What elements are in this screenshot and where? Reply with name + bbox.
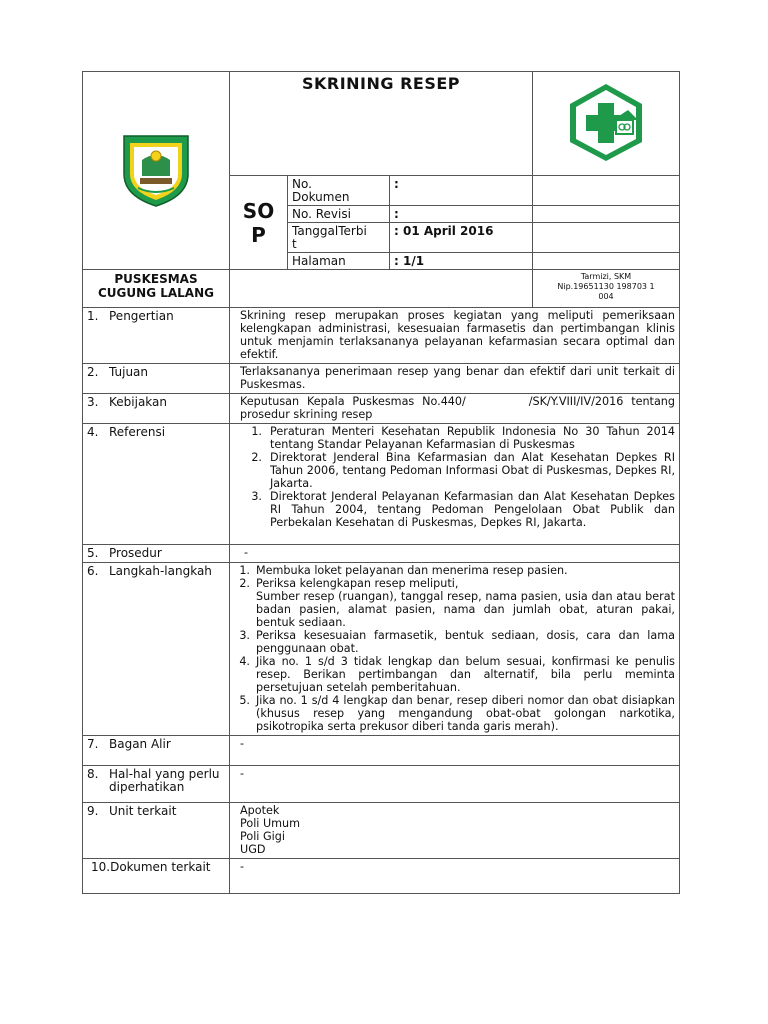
value-tujuan: Terlaksananya penerimaan resep yang benar dan efektif dari unit terkait di Puskesmas.: [230, 364, 680, 394]
meta-blank-cell: [533, 223, 680, 253]
value-bagan: -: [230, 736, 680, 766]
sop-body-table: [82, 307, 680, 894]
list-item-detail: Sumber resep (ruangan), tanggal resep, nama pasien, usia dan atau berat badan pasien, alamat pasien, nama dan jumlah obat, aturan pakai, bentuk sediaan.: [256, 590, 675, 629]
unit-item: UGD: [240, 843, 266, 856]
meta-label-tanggal: TanggalTerbi t: [288, 223, 390, 253]
row-dokumen: [83, 859, 680, 894]
row-hal: [83, 766, 680, 803]
regency-logo-cell: [83, 72, 230, 270]
referensi-list: [240, 425, 675, 529]
row-referensi: [83, 424, 680, 545]
value-langkah: [230, 563, 680, 736]
row-tujuan: [83, 364, 680, 394]
list-item: 4. Jika no. 1 s/d 3 tidak lengkap dan belum sesuai, konfirmasi ke penulis resep. Berikan pertimbangan dan alternatif, bila perlu meminta persetujuan setelah pemberitahuan.: [239, 655, 675, 694]
unit-item: Poli Gigi: [240, 830, 285, 843]
sop-document: [82, 71, 679, 894]
regency-logo: [120, 130, 192, 208]
list-item: 5. Jika no. 1 s/d 4 lengkap dan benar, resep diberi nomor dan obat disiapkan (khusus resep yang mengandung obat-obat golongan narkotika, psikotropika serta prekusor diberi tanda garis merah).: [239, 694, 675, 733]
meta-blank-cell: [533, 253, 680, 270]
meta-value-halaman: : 1/1: [390, 253, 533, 270]
unit-item: Apotek: [240, 804, 280, 817]
value-unit: [230, 803, 680, 859]
row-bagan: [83, 736, 680, 766]
list-item: 3. Periksa kesesuaian farmasetik, bentuk sediaan, dosis, cara dan lama penggunaan obat.: [239, 629, 675, 655]
value-prosedur: -: [230, 545, 680, 563]
puskesmas-logo: [566, 81, 646, 163]
header-blank-cell: [230, 270, 533, 308]
row-kebijakan: [83, 394, 680, 424]
meta-value-tanggal: : 01 April 2016: [390, 223, 533, 253]
signer-nip: Nip.19651130 198703 1 004: [557, 282, 655, 301]
meta-value-dokumen: :: [390, 176, 533, 206]
label-prosedur: 5. Prosedur: [83, 545, 230, 563]
value-hal: -: [230, 766, 680, 803]
list-item: 1. Membuka loket pelayanan dan menerima resep pasien.: [239, 564, 568, 577]
meta-label-halaman: Halaman: [288, 253, 390, 270]
label-hal: 8. Hal-hal yang perlu diperhatikan: [83, 766, 230, 803]
list-item: 3. Direktorat Jenderal Pelayanan Kefarmasian dan Alat Kesehatan Depkes RI Tahun 2004, tentang Pedoman Pengelolaan Obat Publik dan Perbekalan Kesehatan di Puskesmas, Depkes RI, Jakarta.: [251, 490, 675, 529]
meta-value-revisi: :: [390, 206, 533, 223]
puskesmas-logo-cell: [533, 72, 680, 176]
sop-label: SO P: [230, 176, 288, 270]
label-dokumen: 10.Dokumen terkait: [83, 859, 230, 894]
puskesmas-name-line2: CUGUNG LALANG: [98, 286, 214, 300]
label-referensi: 4. Referensi: [83, 424, 230, 545]
meta-label-revisi: No. Revisi: [288, 206, 390, 223]
meta-label-dokumen: No. Dokumen: [288, 176, 390, 206]
row-pengertian: [83, 308, 680, 364]
list-item: 1. Peraturan Menteri Kesehatan Republik Indonesia No 30 Tahun 2014 tentang Standar Pelayanan Kefarmasian di Puskesmas: [251, 425, 675, 451]
value-pengertian: Skrining resep merupakan proses kegiatan yang meliputi pemeriksaan kelengkapan administrasi, kesesuaian farmasetis dan pertimbangan klinis untuk menjamin terlaksananya pelayanan kefarmasian secara optimal dan efektif.: [230, 308, 680, 364]
row-langkah: [83, 563, 680, 736]
unit-item: Poli Umum: [240, 817, 301, 830]
signer-block: [533, 270, 680, 308]
list-item: 2. Periksa kelengkapan resep meliputi, Sumber resep (ruangan), tanggal resep, nama pasien, usia dan atau berat badan pasien, alamat pasien, nama dan jumlah obat, aturan pakai, bentuk sediaan.: [239, 577, 675, 629]
value-dokumen: -: [230, 859, 680, 894]
value-kebijakan: Keputusan Kepala Puskesmas No.440/ /SK/Y.VIII/IV/2016 tentang prosedur skrining resep: [230, 394, 680, 424]
meta-blank-cell: [533, 206, 680, 223]
row-unit: [83, 803, 680, 859]
label-pengertian: 1. Pengertian: [83, 308, 230, 364]
label-tujuan: 2. Tujuan: [83, 364, 230, 394]
list-item: 2. Direktorat Jenderal Bina Kefarmasian dan Alat Kesehatan Depkes RI Tahun 2006, tentang Pedoman Informasi Obat di Puskesmas, Depkes RI, Jakarta.: [251, 451, 675, 490]
row-prosedur: [83, 545, 680, 563]
value-referensi: [230, 424, 680, 545]
sop-header-table: [82, 71, 680, 308]
label-langkah: 6. Langkah-langkah: [83, 563, 230, 736]
label-kebijakan: 3. Kebijakan: [83, 394, 230, 424]
puskesmas-name-line1: PUSKESMAS: [114, 272, 198, 286]
langkah-list: [234, 564, 675, 733]
meta-blank-cell: [533, 176, 680, 206]
signer-name: Tarmizi, SKM: [580, 272, 632, 281]
label-unit: 9. Unit terkait: [83, 803, 230, 859]
puskesmas-name: [83, 270, 230, 308]
label-bagan: 7. Bagan Alir: [83, 736, 230, 766]
document-title: SKRINING RESEP: [230, 72, 533, 176]
